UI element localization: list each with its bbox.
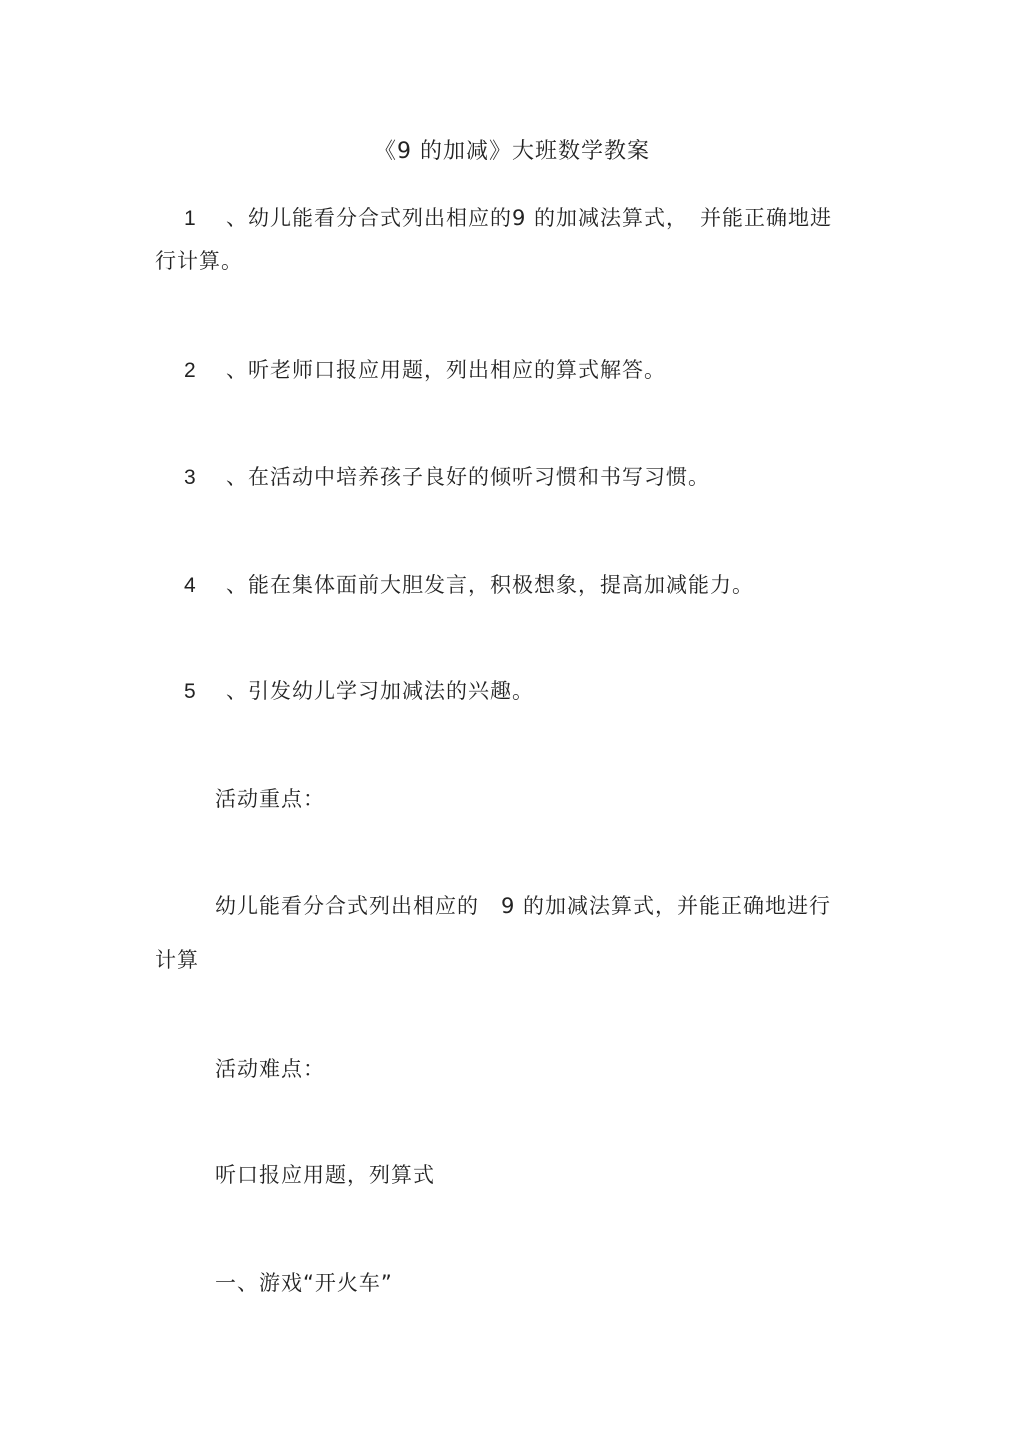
difficulty-heading: 活动难点： (215, 1057, 325, 1081)
objective-text: 、听老师口报应用题，列出相应的算式解答。 (226, 358, 666, 382)
focus-text-line1 (215, 891, 831, 921)
objective-text: 、幼儿能看分合式列出相应的9 的加减法算式， (226, 206, 689, 230)
focus-text-part2: 9 的加减法算式，并能正确地进行 (501, 894, 832, 918)
objective-3 (184, 462, 710, 493)
objective-1-line2: 行计算。 (155, 249, 243, 273)
objective-number: 1 (184, 207, 197, 230)
objective-text: 、引发幼儿学习加减法的兴趣。 (226, 679, 534, 703)
objective-text-cont: 并能正确地进 (700, 206, 833, 230)
document-title: 《9 的加减》大班数学教案 (374, 139, 650, 164)
objective-1-line1 (184, 203, 832, 234)
objective-2 (184, 355, 666, 386)
objective-text: 、能在集体面前大胆发言，积极想象，提高加减能力。 (226, 573, 754, 597)
objective-text: 、在活动中培养孩子良好的倾听习惯和书写习惯。 (226, 465, 710, 489)
objective-5 (184, 676, 534, 707)
objective-number: 4 (184, 574, 197, 597)
focus-heading: 活动重点： (215, 787, 325, 811)
focus-text-line2: 计算 (155, 948, 199, 972)
objective-4 (184, 570, 754, 601)
objective-number: 3 (184, 466, 197, 489)
objective-number: 5 (184, 680, 197, 703)
objective-number: 2 (184, 359, 197, 382)
difficulty-text: 听口报应用题，列算式 (215, 1163, 435, 1187)
focus-text-part1: 幼儿能看分合式列出相应的 (215, 894, 479, 918)
section-1-heading: 一、游戏“开火车” (215, 1271, 393, 1295)
